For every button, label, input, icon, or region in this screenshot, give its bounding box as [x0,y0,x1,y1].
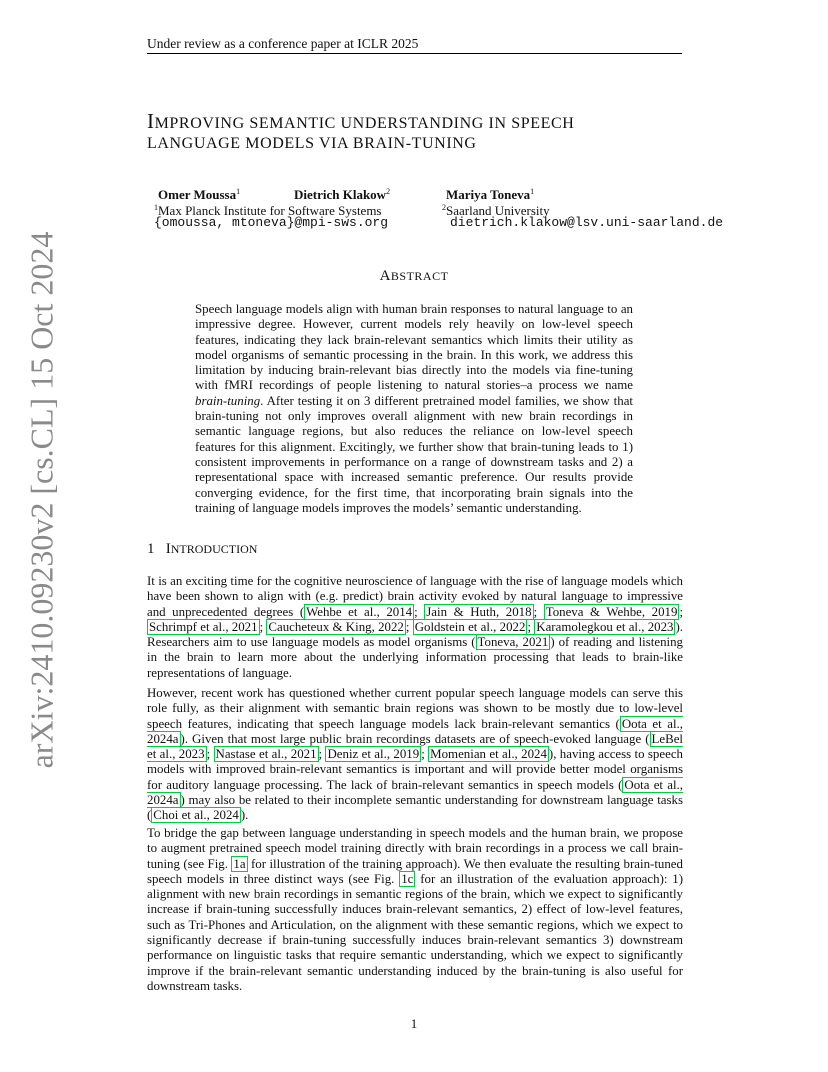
running-header: Under review as a conference paper at ICLR 2025 [147,36,419,51]
author-3-name: Mariya Toneva [446,187,531,202]
header-rule [147,53,682,54]
citation-link[interactable]: Momenian et al., 2024 [430,747,547,762]
citation-link[interactable]: LeBel et al., 2023 [147,731,683,762]
citation-link[interactable]: Caucheteux & King, 2022 [268,619,404,634]
citation-link[interactable]: Karamolegkou et al., 2023 [536,619,674,634]
citation-link[interactable]: Jain & Huth, 2018 [426,604,532,619]
citation-link[interactable]: Goldstein et al., 2022 [414,619,526,634]
paper-title [147,108,707,154]
abstract-body: Speech language models align with human brain responses to natural language to an impressive degree. However, current models rely heavily on low-level speech features, indicating they lack brain-relevant semantics which limits their utility as model organisms of semantic processing in the brain. In this work, we address this limitation by inducing brain-relevant bias directly into the models via fine-tuning with fMRI recordings of people listening to natural stories–a process we name brain-tuning. After testing it on 3 different pretrained model families, we show that brain-tuning not only improves overall alignment with new brain recordings in semantic language regions, but also reduces the reliance on low-level speech features for this alignment. Excitingly, we further show that brain-tuning leads to 1) consistent improvements in performance on a range of downstream tasks and 2) a representational space with increased semantic preference. Our results provide converging evidence, for the first time, that incorporating brain signals into the training of language models improves the models’ semantic understanding. [195,302,633,515]
citation-link[interactable]: Wehbe et al., 2014 [306,604,413,619]
title-line2: LANGUAGE MODELS VIA BRAIN-TUNING [147,135,477,153]
page-number: 1 [410,1016,418,1031]
email-2: dietrich.klakow@lsv.uni-saarland.de [450,215,724,230]
citation-link[interactable]: Choi et al., 2024 [153,808,239,823]
author-2-name: Dietrich Klakow [294,187,387,202]
citation-link[interactable]: Oota et al., 2024a [147,716,683,746]
intro-paragraph-1: It is an exciting time for the cognitive neuroscience of language with the rise of language models which have been shown to align with (e.g. predict) brain activity evoked by natural language to impressive and unprecedented degrees ( Wehbe et al., 2014 ; Jain & Huth, 2018 ; Toneva & Wehbe, 2019 ; Schrimpf et al., 2021 ; Caucheteux & King, 2022 ; Goldstein et al., 2022 ; Karamolegkou et al., 2023 ). Researchers aim to use language models as model organisms ( Toneva, 2021 ) of reading and listening in the brain to learn more about the underlying information processing that leads to brain-like representations of language. [147,574,684,680]
abstract-heading: ABSTRACT [379,268,449,284]
citation-link[interactable]: Toneva & Wehbe, 2019 [545,604,678,619]
citation-link[interactable]: Nastase et al., 2021 [215,747,317,762]
author-2-affil: 2 [386,187,391,196]
affiliation-1: $^1$Max Planck Institute for Software Systems [154,203,382,218]
figure-ref-link[interactable]: 1c [401,871,414,886]
section-number: 1 [147,541,155,557]
citation-link[interactable]: Oota et al., 2024a [147,777,683,808]
author-1-name: Omer Moussa [158,187,237,202]
citation-link[interactable]: Toneva, 2021 [477,635,549,650]
affiliation-2: $^2$Saarland University [442,203,550,218]
intro-paragraph-2: However, recent work has questioned whether current popular speech language models can serve this role fully, as their alignment with semantic brain regions was shown to be mostly due to low-level speech features, indicating that speech language models lack brain-relevant semantics ( Oota et al., 2024a ). Given that most large public brain recordings datasets are of speech-evoked language ( LeBel et al., 2023 ; Nastase et al., 2021 ; Deniz et al., 2019 ; Momenian et al., 2024 ), having access to speech models with improved brain-relevant semantics is important and will provide better model organisms for auditory language processing. The lack of brain-relevant semantics in speech models ( Oota et al., 2024a ) may also be related to their incomplete semantic understanding for downstream language tasks ( Choi et al., 2024 ). [147,686,683,823]
arxiv-watermark: arXiv:2410.09230v2 [cs.CL] 15 Oct 2024 [23,231,60,769]
author-1-affil: 1 [236,187,241,196]
citation-link[interactable]: Deniz et al., 2019 [327,747,420,762]
figure-ref-link[interactable]: 1a [233,856,246,871]
title-line1: MPROVING SEMANTIC UNDERSTANDING IN SPEECH [154,115,575,132]
intro-paragraph-3: To bridge the gap between language understanding in speech models and the human brain, we propose to augment pretrained speech model training directly with brain recordings in a process we call brain-tuning (see Fig. 1a for illustration of the training approach). We then evaluate the resulting brain-tuned speech models in three distinct ways (see Fig. 1c for an illustration of the evaluation approach): 1) alignment with new brain recordings in semantic regions of the brain, which we expect to significantly increase if brain-tuning successfully induces brain-relevant semantics, 2) effect of low-level features, such as Tri-Phones and Articulation, on the alignment with these semantic regions, which we expect to significantly decrease if brain-tuning successfully induces brain-relevant semantics 3) downstream performance on linguistic tasks that require semantic understanding, which we expect to significantly improve if the brain-relevant semantic understanding induced by the brain-tuning is also useful for downstream tasks. [147,826,683,993]
citation-link[interactable]: Schrimpf et al., 2021 [149,619,258,634]
section-heading-introduction: 1 INTRODUCTION [147,541,258,557]
email-1: {omoussa, mtoneva}@mpi-sws.org [154,215,389,230]
brain-tuning-term: brain-tuning [195,393,261,408]
title-initial: I [147,109,155,133]
author-3-affil: 1 [530,187,535,196]
